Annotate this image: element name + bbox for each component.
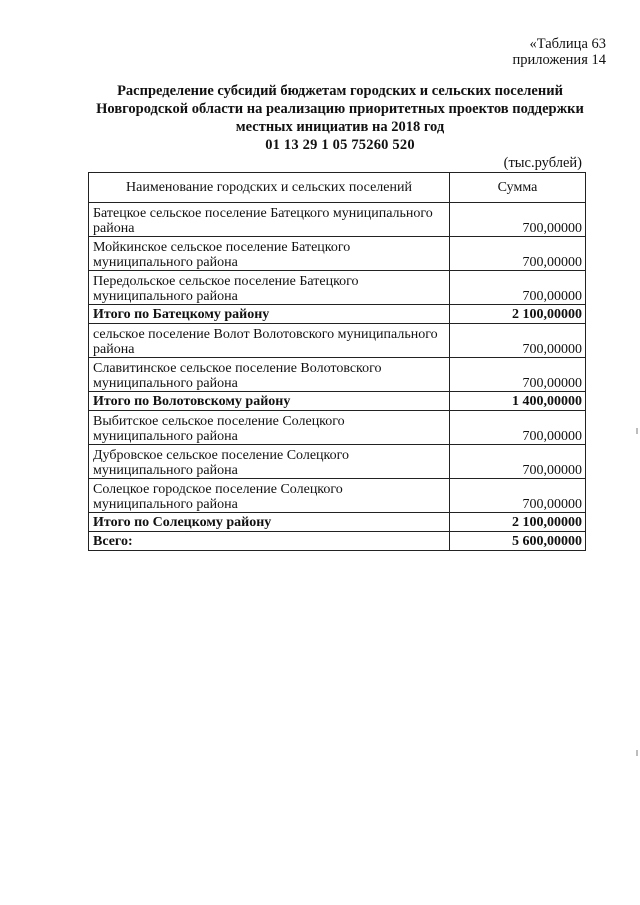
settlement-sum: 700,00000 (450, 203, 586, 237)
settlement-sum: 700,00000 (450, 445, 586, 479)
units-label: (тыс.рублей) (503, 155, 582, 171)
settlement-sum: 700,00000 (450, 237, 586, 271)
settlement-name: Дубровское сельское поселение Солецкого муниципального района (89, 445, 450, 479)
title-line-1: Распределение субсидий бюджетам городских и сельских поселений (117, 83, 563, 99)
settlement-name: Передольское сельское поселение Батецкого муниципального района (89, 271, 450, 305)
scan-margin-mark (636, 428, 638, 434)
settlement-name: Выбитское сельское поселение Солецкого муниципального района (89, 411, 450, 445)
district-total-sum: 2 100,00000 (450, 305, 586, 324)
settlement-sum: 700,00000 (450, 358, 586, 392)
settlement-name: Славитинское сельское поселение Волотовского муниципального района (89, 358, 450, 392)
grand-total-sum: 5 600,00000 (450, 532, 586, 551)
settlement-sum: 700,00000 (450, 324, 586, 358)
appendix-number: приложения 14 (512, 52, 606, 68)
settlement-sum: 700,00000 (450, 479, 586, 513)
table-reference (513, 36, 606, 68)
budget-classification-code: 01 13 29 1 05 75260 520 (265, 137, 415, 153)
table-header-row (89, 173, 586, 203)
title-line-2: Новгородской области на реализацию приоритетных проектов поддержки (96, 101, 584, 117)
table-row (89, 324, 586, 358)
settlement-sum: 700,00000 (450, 271, 586, 305)
table-number: «Таблица 63 (529, 36, 606, 52)
subsidies-table (88, 172, 586, 551)
district-total-row (89, 392, 586, 411)
grand-total-label: Всего: (89, 532, 450, 551)
document-title (84, 82, 596, 136)
settlement-name: сельское поселение Волот Волотовского муниципального района (89, 324, 450, 358)
header-sum: Сумма (450, 173, 586, 203)
title-line-3: местных инициатив на 2018 год (235, 119, 445, 135)
district-total-label: Итого по Солецкому району (89, 513, 450, 532)
table-row (89, 411, 586, 445)
settlement-sum: 700,00000 (450, 411, 586, 445)
table-row (89, 358, 586, 392)
district-total-row (89, 513, 586, 532)
district-total-row (89, 305, 586, 324)
table-row (89, 271, 586, 305)
scan-margin-mark (636, 750, 638, 756)
header-name: Наименование городских и сельских поселений (89, 173, 450, 203)
district-total-label: Итого по Волотовскому району (89, 392, 450, 411)
table-row (89, 479, 586, 513)
district-total-sum: 1 400,00000 (450, 392, 586, 411)
settlement-name: Мойкинское сельское поселение Батецкого муниципального района (89, 237, 450, 271)
settlement-name: Батецкое сельское поселение Батецкого муниципального района (89, 203, 450, 237)
table-row (89, 203, 586, 237)
table-row (89, 237, 586, 271)
grand-total-row (89, 532, 586, 551)
district-total-label: Итого по Батецкому району (89, 305, 450, 324)
settlement-name: Солецкое городское поселение Солецкого муниципального района (89, 479, 450, 513)
district-total-sum: 2 100,00000 (450, 513, 586, 532)
table-row (89, 445, 586, 479)
